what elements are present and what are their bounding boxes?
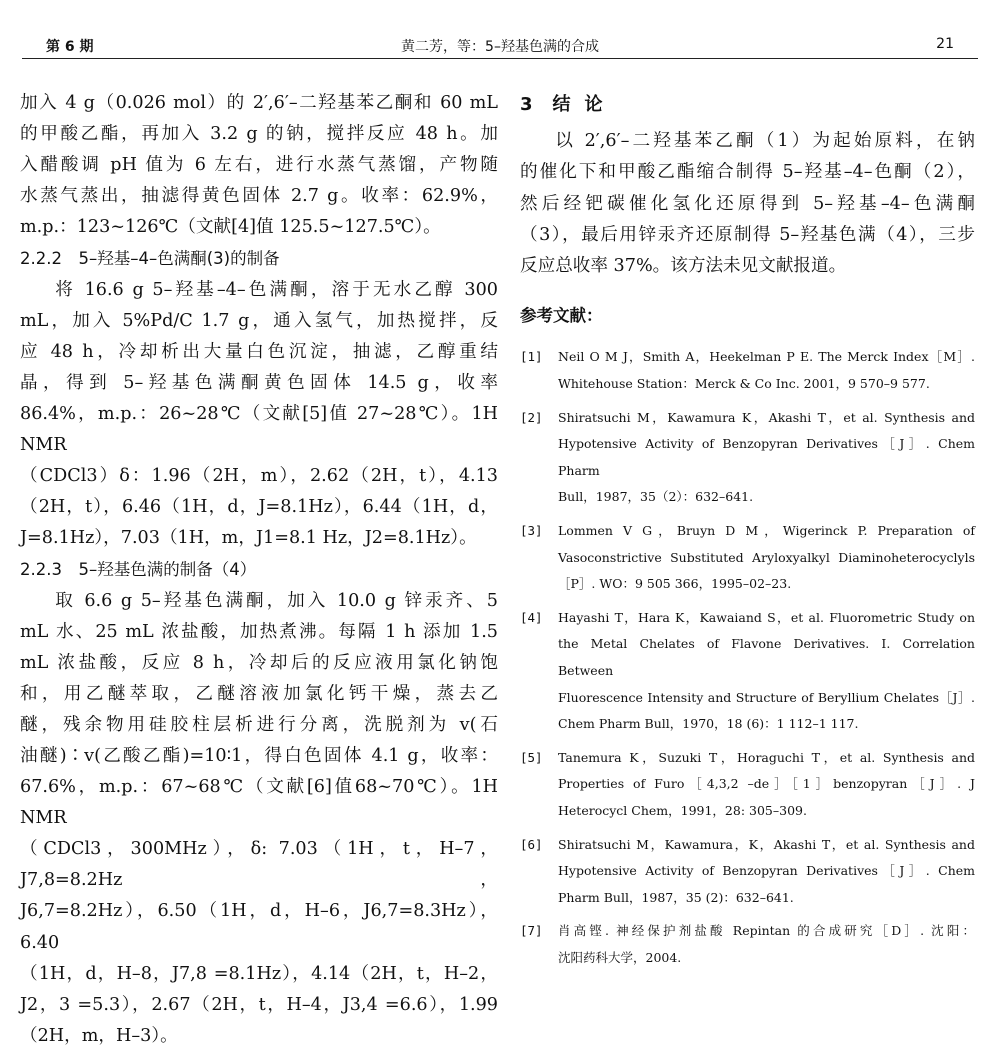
- reference-line: Vasoconstrictive Substituted Aryloxyalkyl Diaminoheterocyclyls: [558, 549, 975, 565]
- running-title: 黄二芳，等：5–羟基色满的合成: [401, 39, 599, 55]
- conclusion-line: 反应总收率 37%。该方法未见文献报道。: [520, 256, 847, 277]
- body-text-line: 油醚)∶v(乙酸乙酯)=10∶1，得白色固体 4.1 g，收率：: [20, 745, 498, 766]
- body-text-line: mL 水、25 mL 浓盐酸，加热煮沸。每隔 1 h 添加 1.5: [20, 621, 498, 642]
- reference-number: [2]: [520, 409, 543, 425]
- reference-line: Neil O M J，Smith A，Heekelman P E. The Merck Index［M］.: [558, 349, 975, 365]
- conclusion-paragraph: [520, 126, 975, 282]
- body-text-line: 和，用乙醚萃取，乙醚溶液加氯化钙干燥，蒸去乙: [20, 683, 498, 704]
- reference-text: [558, 518, 975, 598]
- body-text-line: mL，加入 5%Pd/C 1.7 g，通入氢气，加热搅拌，反: [20, 310, 498, 331]
- reference-number: [7]: [520, 923, 543, 939]
- reference-number: [5]: [520, 749, 543, 765]
- body-text-line: 晶，得到 5–羟基色满酮黄色固体 14.5 g，收率: [20, 372, 498, 393]
- body-text-line: （2H，t），6.46（1H，d，J=8.1Hz），6.44（1H，d，: [20, 497, 498, 518]
- running-header: [22, 30, 978, 59]
- body-text-line: mL 浓盐酸，反应 8 h，冷却后的反应液用氯化钠饱: [20, 652, 498, 673]
- reference-item: [520, 518, 975, 598]
- section-number: 3: [520, 94, 533, 115]
- reference-line: Properties of Furo［4,3,2 –de］［1］benzopyran［J］. J: [558, 776, 975, 792]
- body-text-line: （CDCl3，300MHz），δ: 7.03（1H，t，H–7，J7,8=8.2Hz，: [20, 839, 498, 891]
- reference-line: Chem Pharm Bull，1970，18 (6)：1 112–1 117.: [558, 716, 859, 732]
- reference-line: Fluorescence Intensity and Structure of Beryllium Chelates［J］.: [558, 689, 975, 705]
- reference-line: Hayashi T，Hara K，Kawaiand S，et al. Fluorometric Study on: [558, 609, 975, 625]
- body-text-line: J=8.1Hz），7.03（1H，m，J1=8.1 Hz，J2=8.1Hz）。: [20, 528, 477, 549]
- reference-line: Hypotensive Activity of Benzopyran Derivatives［J］. Chem: [558, 863, 975, 879]
- reference-text: [558, 832, 975, 912]
- reference-line: Bull，1987，35（2）：632–641.: [558, 489, 754, 505]
- reference-line: Shiratsuchi M，Kawamura K，Akashi T，et al. Synthesis and: [558, 409, 975, 425]
- body-text-line: 取 6.6 g 5–羟基色满酮，加入 10.0 g 锌汞齐、5: [55, 590, 498, 611]
- subsection-heading: 2.2.3 5–羟基色满的制备（4）: [20, 560, 257, 580]
- body-text-line: （1H，d，H–8，J7,8 =8.1Hz），4.14（2H，t，H–2，: [20, 963, 498, 984]
- reference-number: [3]: [520, 523, 543, 539]
- body-text-line: 67.6%，m.p.：67~68℃（文献[6]值68~70℃）。1H NMR: [20, 777, 498, 829]
- reference-item: [520, 405, 975, 511]
- reference-list: [520, 344, 975, 971]
- reference-line: Lommen V G，Bruyn D M，Wigerinck P. Preparation of: [558, 523, 975, 539]
- body-text-line: 的甲酸乙酯，再加入 3.2 g 的钠，搅拌反应 48 h。加: [20, 124, 498, 145]
- references-heading: 参考文献：: [520, 306, 603, 326]
- reference-line: Tanemura K，Suzuki T，Horaguchi T，et al. Synthesis and: [558, 749, 975, 765]
- reference-text: [558, 745, 975, 825]
- reference-item: [520, 605, 975, 738]
- reference-text: [558, 344, 975, 397]
- reference-line: ［P］. WO：9 505 366，1995–02–23.: [558, 576, 792, 592]
- reference-line: Shiratsuchi M，Kawamura，K，Akashi T，et al. Synthesis and: [558, 836, 975, 852]
- body-text-line: J6,7=8.2Hz），6.50（1H，d，H–6，J6,7=8.3Hz），6.40: [20, 901, 498, 953]
- reference-text: [558, 405, 975, 511]
- reference-number: [6]: [520, 836, 543, 852]
- body-text-line: （2H，m，H–3）。: [20, 1025, 178, 1046]
- right-column: [520, 88, 975, 979]
- conclusion-line: 以 2′,6′–二羟基苯乙酮（1）为起始原料，在钠: [555, 131, 975, 151]
- reference-number: [1]: [520, 349, 543, 365]
- reference-item: [520, 918, 975, 971]
- body-text-line: J2，3 =5.3），2.67（2H，t，H–4，J3,4 =6.6），1.99: [20, 994, 498, 1015]
- body-text-line: 醚，残余物用硅胶柱层析进行分离，洗脱剂为 v(石: [20, 714, 498, 735]
- body-text-line: 应 48 h，冷却析出大量白色沉淀，抽滤，乙醇重结: [20, 341, 498, 362]
- reference-line: 沈阳药科大学，2004.: [558, 949, 682, 965]
- issue-number: 第 6 期: [46, 39, 94, 55]
- body-text-line: （CDCl3）δ：1.96（2H，m），2.62（2H，t），4.13: [20, 466, 498, 487]
- reference-line: Pharm Bull，1987，35 (2)：632–641.: [558, 889, 794, 905]
- body-text-line: 入醋酸调 pH 值为 6 左右，进行水蒸气蒸馏，产物随: [20, 155, 498, 176]
- conclusion-line: 然后经钯碳催化氢化还原得到 5–羟基–4–色满酮: [520, 193, 975, 214]
- reference-item: [520, 344, 975, 397]
- reference-text: [558, 918, 975, 971]
- left-column-body: [20, 88, 498, 1052]
- subsection-heading: 2.2.2 5–羟基–4–色满酮(3)的制备: [20, 249, 280, 269]
- section-3-heading: [520, 88, 975, 122]
- conclusion-line: （3），最后用锌汞齐还原制得 5–羟基色满（4），三步: [520, 224, 975, 245]
- page-number: 21: [936, 36, 954, 52]
- body-text-line: 86.4%，m.p.：26~28℃（文献[5]值 27~28℃）。1H NMR: [20, 403, 498, 456]
- reference-line: Hypotensive Activity of Benzopyran Derivatives［J］. Chem Pharm: [558, 436, 975, 478]
- conclusion-line: 的催化下和甲酸乙酯缩合制得 5–羟基–4–色酮（2），: [520, 162, 975, 183]
- reference-text: [558, 605, 975, 738]
- body-text-line: 加入 4 g（0.026 mol）的 2′,6′–二羟基苯乙酮和 60 mL: [20, 93, 498, 113]
- section-title: 结论: [552, 94, 617, 115]
- reference-line: Heterocycl Chem，1991，28: 305–309.: [558, 802, 807, 818]
- body-text-line: 水蒸气蒸出，抽滤得黄色固体 2.7 g。收率：62.9%，: [20, 186, 498, 207]
- reference-item: [520, 832, 975, 912]
- reference-line: the Metal Chelates of Flavone Derivatives. I. Correlation Between: [558, 636, 975, 679]
- reference-number: [4]: [520, 609, 543, 625]
- body-text-line: 将 16.6 g 5–羟基–4–色满酮，溶于无水乙醇 300: [55, 279, 498, 300]
- body-text-line: m.p.：123~126℃（文献[4]值 125.5~127.5℃）。: [20, 217, 441, 238]
- reference-line: 肖高铿. 神经保护剂盐酸 Repintan 的合成研究［D］. 沈阳：: [558, 923, 975, 939]
- reference-item: [520, 745, 975, 825]
- reference-line: Whitehouse Station：Merck & Co Inc. 2001，9 570–9 577.: [558, 376, 930, 392]
